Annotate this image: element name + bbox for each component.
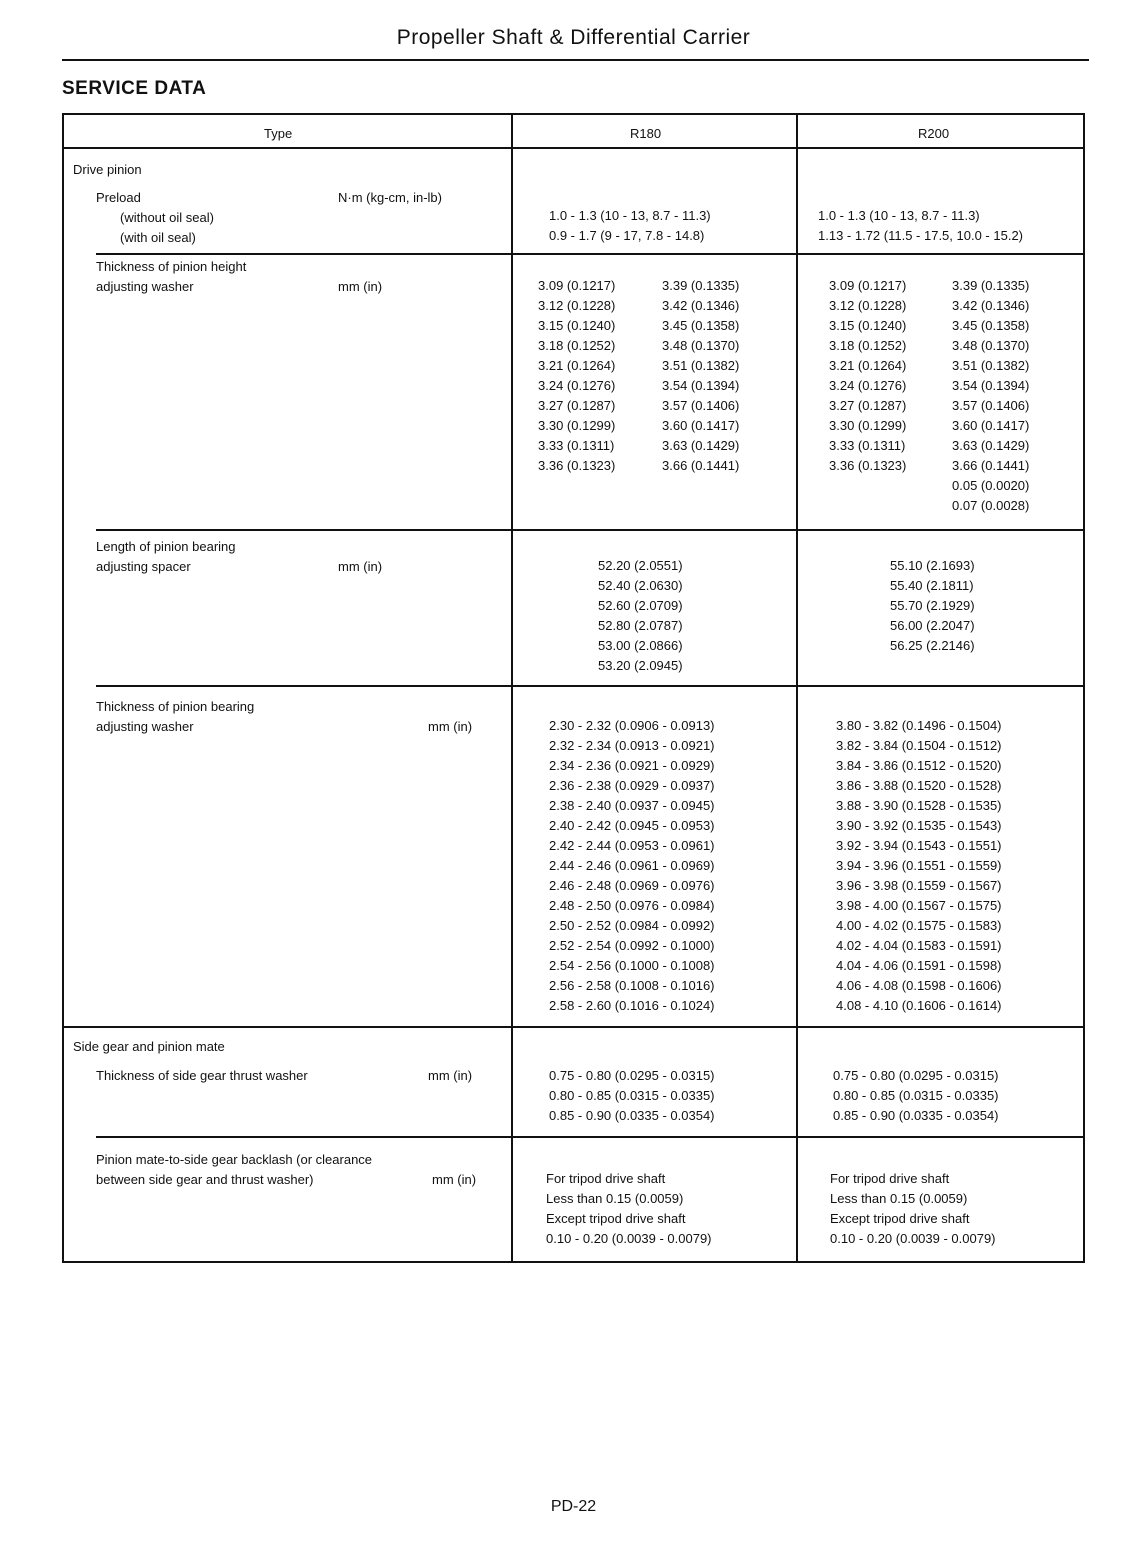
bearing-spacer-unit: mm (in) — [338, 559, 383, 574]
value-line: 3.18 (0.1252) — [538, 338, 616, 353]
value-line: 2.30 - 2.32 (0.0906 - 0.0913) — [549, 718, 715, 733]
value-line: 2.52 - 2.54 (0.0992 - 0.1000) — [549, 938, 715, 953]
value-line: 2.56 - 2.58 (0.1008 - 0.1016) — [549, 978, 715, 993]
value-line: 3.36 (0.1323) — [829, 458, 907, 473]
backlash-r200-values — [830, 1169, 996, 1249]
value-line: 3.42 (0.1346) — [952, 298, 1030, 313]
bearing-spacer-r180-values — [598, 556, 683, 676]
value-line: 4.00 - 4.02 (0.1575 - 0.1583) — [836, 918, 1002, 933]
value-line: 52.80 (2.0787) — [598, 618, 683, 633]
value-line: 3.15 (0.1240) — [538, 318, 616, 333]
thrust-washer-r180-values — [549, 1066, 715, 1126]
r180-header: R180 — [630, 126, 662, 141]
value-line: 3.30 (0.1299) — [538, 418, 616, 433]
value-line: 2.58 - 2.60 (0.1016 - 0.1024) — [549, 998, 715, 1013]
value-line: Except tripod drive shaft — [546, 1211, 686, 1226]
value-line: 3.63 (0.1429) — [952, 438, 1030, 453]
height-washer-unit: mm (in) — [338, 279, 383, 294]
value-line: 2.38 - 2.40 (0.0937 - 0.0945) — [549, 798, 715, 813]
row-divider-bearing-washer — [96, 685, 1085, 687]
value-line: 3.63 (0.1429) — [662, 438, 740, 453]
section-title: SERVICE DATA — [62, 78, 207, 99]
backlash-label-1: Pinion mate-to-side gear backlash (or clearance — [96, 1152, 373, 1167]
value-line: 0.75 - 0.80 (0.0295 - 0.0315) — [549, 1068, 715, 1083]
value-line: 2.42 - 2.44 (0.0953 - 0.0961) — [549, 838, 715, 853]
page-header: Propeller Shaft & Differential Carrier — [396, 26, 751, 49]
value-line: For tripod drive shaft — [546, 1171, 666, 1186]
value-line: 0.10 - 0.20 (0.0039 - 0.0079) — [546, 1231, 712, 1246]
value-line: 0.9 - 1.7 (9 - 17, 7.8 - 14.8) — [549, 228, 705, 243]
value-line: 4.04 - 4.06 (0.1591 - 0.1598) — [836, 958, 1002, 973]
value-line: 3.48 (0.1370) — [662, 338, 740, 353]
value-line: 56.00 (2.2047) — [890, 618, 975, 633]
column-divider-2 — [796, 113, 798, 1263]
value-line: 3.57 (0.1406) — [952, 398, 1030, 413]
value-line: 0.85 - 0.90 (0.0335 - 0.0354) — [833, 1108, 999, 1123]
height-washer-r200-col-a — [829, 276, 906, 476]
value-line: 55.70 (2.1929) — [890, 598, 975, 613]
value-line: 4.08 - 4.10 (0.1606 - 0.1614) — [836, 998, 1002, 1013]
value-line: 4.06 - 4.08 (0.1598 - 0.1606) — [836, 978, 1002, 993]
value-line: 52.40 (2.0630) — [598, 578, 683, 593]
preload-sub-with-seal: (with oil seal) — [120, 230, 196, 245]
row-divider-bearing-spacer — [96, 529, 1085, 531]
value-line: 3.98 - 4.00 (0.1567 - 0.1575) — [836, 898, 1002, 913]
bearing-spacer-r200-values — [890, 556, 975, 656]
value-line: 2.48 - 2.50 (0.0976 - 0.0984) — [549, 898, 715, 913]
bearing-washer-label-2: adjusting washer — [96, 719, 194, 734]
value-line: 3.96 - 3.98 (0.1559 - 0.1567) — [836, 878, 1002, 893]
bearing-washer-r180-values — [549, 716, 715, 1016]
value-line: 3.94 - 3.96 (0.1551 - 0.1559) — [836, 858, 1002, 873]
value-line: 3.48 (0.1370) — [952, 338, 1030, 353]
value-line: 3.82 - 3.84 (0.1504 - 0.1512) — [836, 738, 1002, 753]
bearing-washer-label-1: Thickness of pinion bearing — [96, 699, 255, 714]
value-line: 3.60 (0.1417) — [952, 418, 1030, 433]
value-line: Except tripod drive shaft — [830, 1211, 970, 1226]
value-line: 1.0 - 1.3 (10 - 13, 8.7 - 11.3) — [549, 208, 711, 223]
value-line: 53.00 (2.0866) — [598, 638, 683, 653]
value-line: 1.13 - 1.72 (11.5 - 17.5, 10.0 - 15.2) — [818, 228, 1023, 243]
preload-r180-values — [549, 206, 711, 246]
value-line: 52.60 (2.0709) — [598, 598, 683, 613]
backlash-unit: mm (in) — [432, 1172, 477, 1187]
value-line: 3.18 (0.1252) — [829, 338, 907, 353]
value-line: 3.24 (0.1276) — [538, 378, 616, 393]
value-line: 0.05 (0.0020) — [952, 478, 1030, 493]
value-line: 55.40 (2.1811) — [890, 578, 974, 593]
side-gear-label: Side gear and pinion mate — [73, 1039, 225, 1054]
value-line: 3.09 (0.1217) — [829, 278, 907, 293]
thrust-washer-unit: mm (in) — [428, 1068, 473, 1083]
value-line: 3.66 (0.1441) — [952, 458, 1030, 473]
header-rule — [62, 59, 1089, 61]
value-line: 3.45 (0.1358) — [952, 318, 1030, 333]
value-line: 0.80 - 0.85 (0.0315 - 0.0335) — [833, 1088, 999, 1103]
value-line: 3.51 (0.1382) — [662, 358, 740, 373]
header-row-divider — [62, 147, 1085, 149]
value-line: 3.60 (0.1417) — [662, 418, 740, 433]
value-line: 55.10 (2.1693) — [890, 558, 975, 573]
value-line: 52.20 (2.0551) — [598, 558, 683, 573]
value-line: 0.75 - 0.80 (0.0295 - 0.0315) — [833, 1068, 999, 1083]
value-line: 3.84 - 3.86 (0.1512 - 0.1520) — [836, 758, 1002, 773]
value-line: 3.88 - 3.90 (0.1528 - 0.1535) — [836, 798, 1002, 813]
height-washer-r180-col-b — [662, 276, 739, 476]
value-line: 2.36 - 2.38 (0.0929 - 0.0937) — [549, 778, 715, 793]
value-line: 3.92 - 3.94 (0.1543 - 0.1551) — [836, 838, 1002, 853]
value-line: 3.42 (0.1346) — [662, 298, 740, 313]
row-divider-height-washer — [96, 253, 1085, 255]
value-line: 3.15 (0.1240) — [829, 318, 907, 333]
value-line: 3.51 (0.1382) — [952, 358, 1030, 373]
value-line: 3.57 (0.1406) — [662, 398, 740, 413]
preload-unit: N·m (kg-cm, in-lb) — [338, 190, 442, 205]
value-line: Less than 0.15 (0.0059) — [546, 1191, 684, 1206]
type-header: Type — [264, 126, 293, 141]
value-line: 53.20 (2.0945) — [598, 658, 683, 673]
value-line: 2.40 - 2.42 (0.0945 - 0.0953) — [549, 818, 715, 833]
value-line: 2.32 - 2.34 (0.0913 - 0.0921) — [549, 738, 715, 753]
row-divider-side-gear — [62, 1026, 1085, 1028]
value-line: 3.80 - 3.82 (0.1496 - 0.1504) — [836, 718, 1002, 733]
value-line: 3.86 - 3.88 (0.1520 - 0.1528) — [836, 778, 1002, 793]
value-line: 56.25 (2.2146) — [890, 638, 975, 653]
backlash-label-2: between side gear and thrust washer) — [96, 1172, 314, 1187]
value-line: 3.21 (0.1264) — [829, 358, 907, 373]
value-line: 3.21 (0.1264) — [538, 358, 616, 373]
value-line: 3.66 (0.1441) — [662, 458, 740, 473]
bearing-washer-unit: mm (in) — [428, 719, 473, 734]
value-line: 3.33 (0.1311) — [829, 438, 906, 453]
r200-header: R200 — [918, 126, 950, 141]
value-line: 2.54 - 2.56 (0.1000 - 0.1008) — [549, 958, 715, 973]
preload-sub-without-seal: (without oil seal) — [120, 210, 214, 225]
value-line: 1.0 - 1.3 (10 - 13, 8.7 - 11.3) — [818, 208, 980, 223]
value-line: 3.30 (0.1299) — [829, 418, 907, 433]
value-line: 3.33 (0.1311) — [538, 438, 615, 453]
value-line: 2.44 - 2.46 (0.0961 - 0.0969) — [549, 858, 715, 873]
value-line: 2.34 - 2.36 (0.0921 - 0.0929) — [549, 758, 715, 773]
value-line: 0.85 - 0.90 (0.0335 - 0.0354) — [549, 1108, 715, 1123]
value-line: 3.27 (0.1287) — [829, 398, 907, 413]
value-line: 3.39 (0.1335) — [662, 278, 740, 293]
height-washer-label-2: adjusting washer — [96, 279, 194, 294]
value-line: 3.12 (0.1228) — [829, 298, 907, 313]
thrust-washer-r200-values — [833, 1066, 999, 1126]
bearing-spacer-label-1: Length of pinion bearing — [96, 539, 236, 554]
height-washer-r200-col-b — [952, 276, 1029, 516]
height-washer-label-1: Thickness of pinion height — [96, 259, 247, 274]
value-line: 3.90 - 3.92 (0.1535 - 0.1543) — [836, 818, 1002, 833]
thrust-washer-label: Thickness of side gear thrust washer — [96, 1068, 308, 1083]
height-washer-r180-col-a — [538, 276, 615, 476]
value-line: 3.24 (0.1276) — [829, 378, 907, 393]
value-line: 4.02 - 4.04 (0.1583 - 0.1591) — [836, 938, 1002, 953]
value-line: 2.46 - 2.48 (0.0969 - 0.0976) — [549, 878, 715, 893]
value-line: 0.10 - 0.20 (0.0039 - 0.0079) — [830, 1231, 996, 1246]
row-divider-backlash — [96, 1136, 1085, 1138]
value-line: 3.45 (0.1358) — [662, 318, 740, 333]
value-line: 3.39 (0.1335) — [952, 278, 1030, 293]
bearing-spacer-label-2: adjusting spacer — [96, 559, 191, 574]
column-divider-1 — [511, 113, 513, 1263]
value-line: 0.80 - 0.85 (0.0315 - 0.0335) — [549, 1088, 715, 1103]
value-line: For tripod drive shaft — [830, 1171, 950, 1186]
preload-r200-values — [818, 206, 1023, 246]
value-line: 0.07 (0.0028) — [952, 498, 1030, 513]
value-line: 3.09 (0.1217) — [538, 278, 616, 293]
drive-pinion-label: Drive pinion — [73, 162, 142, 177]
value-line: 3.54 (0.1394) — [952, 378, 1030, 393]
value-line: 2.50 - 2.52 (0.0984 - 0.0992) — [549, 918, 715, 933]
value-line: 3.54 (0.1394) — [662, 378, 740, 393]
value-line: 3.12 (0.1228) — [538, 298, 616, 313]
value-line: 3.36 (0.1323) — [538, 458, 616, 473]
preload-label: Preload — [96, 190, 141, 205]
bearing-washer-r200-values — [836, 716, 1002, 1016]
value-line: Less than 0.15 (0.0059) — [830, 1191, 968, 1206]
backlash-r180-values — [546, 1169, 712, 1249]
page-number: PD-22 — [550, 1498, 597, 1515]
value-line: 3.27 (0.1287) — [538, 398, 616, 413]
